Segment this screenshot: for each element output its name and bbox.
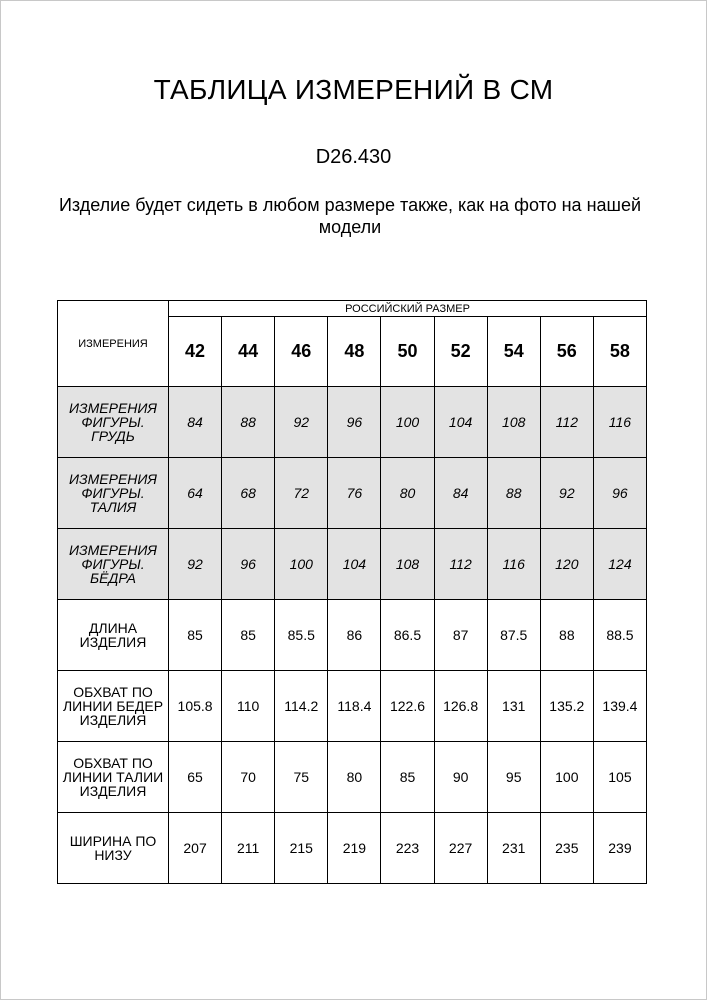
measurements-header: ИЗМЕРЕНИЯ xyxy=(58,301,169,387)
table-cell: 108 xyxy=(381,529,434,600)
table-cell: 92 xyxy=(540,458,593,529)
size-header-cell: 54 xyxy=(487,317,540,387)
row-label: ИЗМЕРЕНИЯ ФИГУРЫ. БЁДРА xyxy=(58,529,169,600)
table-cell: 88.5 xyxy=(593,600,646,671)
table-cell: 84 xyxy=(169,387,222,458)
table-cell: 65 xyxy=(169,742,222,813)
table-cell: 126.8 xyxy=(434,671,487,742)
table-cell: 100 xyxy=(540,742,593,813)
table-cell: 120 xyxy=(540,529,593,600)
table-cell: 116 xyxy=(487,529,540,600)
table-cell: 122.6 xyxy=(381,671,434,742)
table-cell: 219 xyxy=(328,813,381,884)
table-cell: 86.5 xyxy=(381,600,434,671)
table-cell: 231 xyxy=(487,813,540,884)
table-cell: 68 xyxy=(222,458,275,529)
table-cell: 90 xyxy=(434,742,487,813)
size-header-cell: 46 xyxy=(275,317,328,387)
table-row xyxy=(58,529,647,600)
table-cell: 88 xyxy=(540,600,593,671)
table-cell: 235 xyxy=(540,813,593,884)
table-cell: 110 xyxy=(222,671,275,742)
row-label: ОБХВАТ ПО ЛИНИИ БЕДЕР ИЗДЕЛИЯ xyxy=(58,671,169,742)
row-label: ИЗМЕРЕНИЯ ФИГУРЫ. ГРУДЬ xyxy=(58,387,169,458)
russian-size-header: РОССИЙСКИЙ РАЗМЕР xyxy=(169,301,647,317)
table-cell: 84 xyxy=(434,458,487,529)
size-header-cell: 56 xyxy=(540,317,593,387)
table-row xyxy=(58,387,647,458)
row-label: ДЛИНА ИЗДЕЛИЯ xyxy=(58,600,169,671)
fit-note: Изделие будет сидеть в любом размере также, как на фото на нашей модели xyxy=(58,195,642,237)
table-cell: 131 xyxy=(487,671,540,742)
table-cell: 88 xyxy=(487,458,540,529)
table-cell: 135.2 xyxy=(540,671,593,742)
table-cell: 86 xyxy=(328,600,381,671)
table-row xyxy=(58,600,647,671)
table-cell: 211 xyxy=(222,813,275,884)
table-cell: 92 xyxy=(275,387,328,458)
table-cell: 108 xyxy=(487,387,540,458)
table-cell: 227 xyxy=(434,813,487,884)
table-cell: 223 xyxy=(381,813,434,884)
table-cell: 118.4 xyxy=(328,671,381,742)
table-cell: 64 xyxy=(169,458,222,529)
table-cell: 88 xyxy=(222,387,275,458)
table-cell: 105.8 xyxy=(169,671,222,742)
size-header-cell: 48 xyxy=(328,317,381,387)
table-cell: 114.2 xyxy=(275,671,328,742)
product-code: D26.430 xyxy=(315,146,392,168)
table-cell: 95 xyxy=(487,742,540,813)
table-cell: 72 xyxy=(275,458,328,529)
table-cell: 96 xyxy=(328,387,381,458)
table-cell: 80 xyxy=(328,742,381,813)
table-cell: 85.5 xyxy=(275,600,328,671)
table-cell: 112 xyxy=(434,529,487,600)
table-cell: 75 xyxy=(275,742,328,813)
table-row xyxy=(58,671,647,742)
table-row xyxy=(58,742,647,813)
table-cell: 112 xyxy=(540,387,593,458)
row-label: ОБХВАТ ПО ЛИНИИ ТАЛИИ ИЗДЕЛИЯ xyxy=(58,742,169,813)
size-header-cell: 50 xyxy=(381,317,434,387)
size-header-cell: 42 xyxy=(169,317,222,387)
table-cell: 96 xyxy=(222,529,275,600)
table-cell: 207 xyxy=(169,813,222,884)
size-header-cell: 58 xyxy=(593,317,646,387)
size-table xyxy=(57,300,647,884)
table-body xyxy=(58,387,647,884)
table-cell: 239 xyxy=(593,813,646,884)
table-cell: 92 xyxy=(169,529,222,600)
table-cell: 96 xyxy=(593,458,646,529)
table-cell: 87.5 xyxy=(487,600,540,671)
table-cell: 116 xyxy=(593,387,646,458)
table-cell: 85 xyxy=(222,600,275,671)
row-label: ШИРИНА ПО НИЗУ xyxy=(58,813,169,884)
table-cell: 85 xyxy=(381,742,434,813)
table-cell: 100 xyxy=(275,529,328,600)
table-cell: 104 xyxy=(328,529,381,600)
table-cell: 104 xyxy=(434,387,487,458)
table-cell: 70 xyxy=(222,742,275,813)
table-cell: 215 xyxy=(275,813,328,884)
size-header-cell: 44 xyxy=(222,317,275,387)
table-row xyxy=(58,813,647,884)
table-cell: 80 xyxy=(381,458,434,529)
table-cell: 139.4 xyxy=(593,671,646,742)
table-cell: 105 xyxy=(593,742,646,813)
table-cell: 100 xyxy=(381,387,434,458)
table-cell: 124 xyxy=(593,529,646,600)
table-row xyxy=(58,458,647,529)
table-cell: 76 xyxy=(328,458,381,529)
size-header-cell: 52 xyxy=(434,317,487,387)
page-title: ТАБЛИЦА ИЗМЕРЕНИЙ В СМ xyxy=(153,74,554,105)
table-cell: 85 xyxy=(169,600,222,671)
row-label: ИЗМЕРЕНИЯ ФИГУРЫ. ТАЛИЯ xyxy=(58,458,169,529)
table-cell: 87 xyxy=(434,600,487,671)
